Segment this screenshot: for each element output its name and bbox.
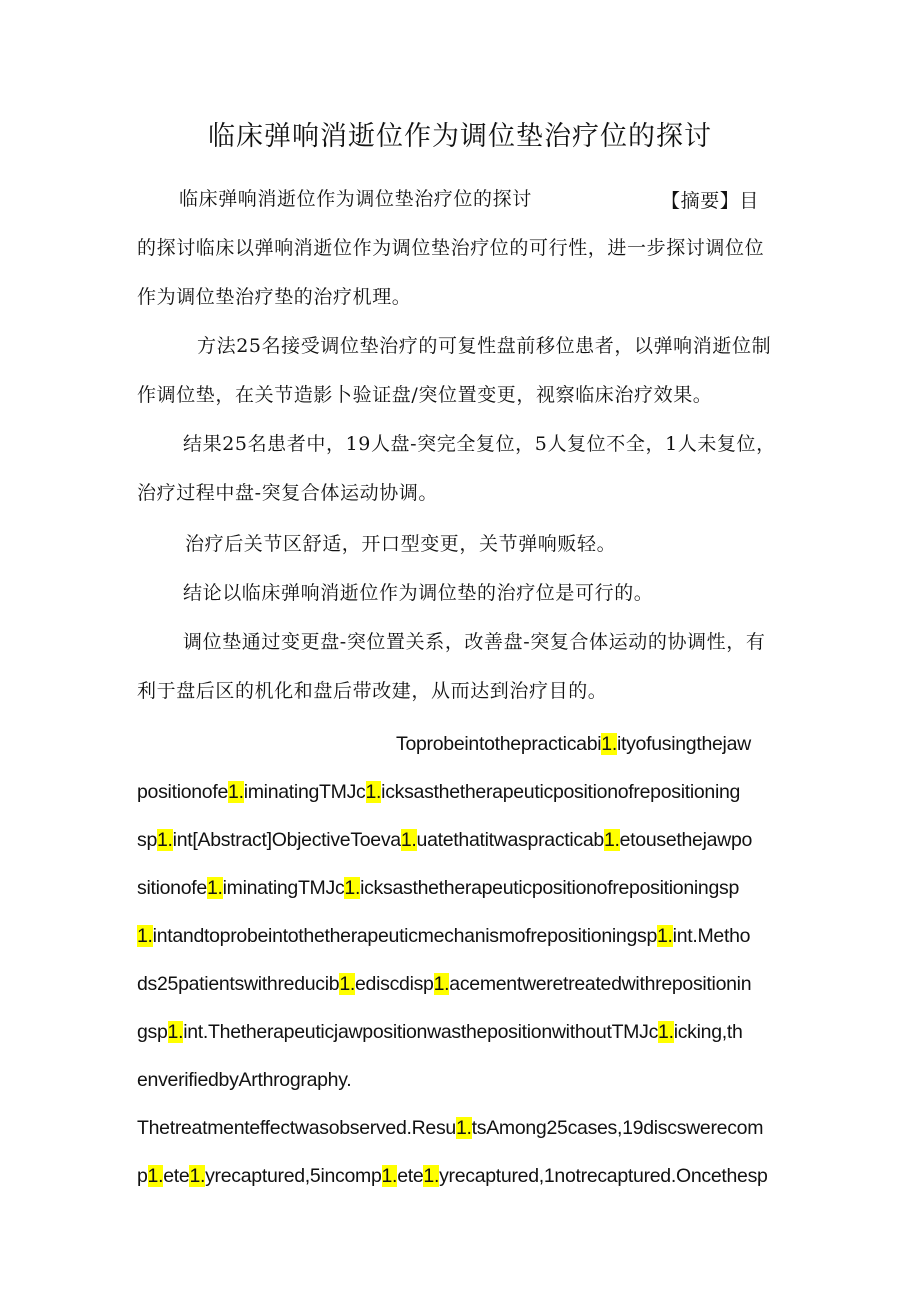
abstract-tag: 【摘要】目 [661,190,760,212]
highlight-mark: 1. [344,877,361,899]
en-abstract-line: gsp1.int.ThetherapeuticjawpositionwasthepositionwithoutTMJc1.icking,th [137,1021,743,1043]
cn-paragraph-line: 的探讨临床以弹响消逝位作为调位垫治疗位的可行性，进一步探讨调位位 [137,237,765,259]
cn-methods-line: 作调位垫，在关节造影卜验证盘/突位置变更，视察临床治疗效果。 [137,384,713,406]
highlight-mark: 1. [658,1021,674,1043]
highlight-mark: 1. [455,1117,472,1139]
highlight-mark: 1. [365,781,382,803]
highlight-mark: 1. [657,925,673,947]
cn-conclusion-line: 结论以临床弹响消逝位作为调位垫的治疗位是可行的。 [183,582,654,604]
cn-results-line: 结果25名患者中，19人盘-突完全复位，5人复位不全，1人未复位， [183,433,776,455]
highlight-mark: 1. [339,973,355,995]
highlight-mark: 1. [603,829,620,851]
highlight-mark: 1. [157,829,173,851]
highlight-mark: 1. [147,1165,164,1187]
cn-results-line: 治疗过程中盘-突复合体运动协调。 [137,482,439,504]
cn-results-line: 治疗后关节区舒适，开口型变更，关节弹响贩轻。 [185,533,617,555]
highlight-mark: 1. [423,1165,440,1187]
en-abstract-line: p1.ete1.yrecaptured,5incomp1.ete1.yrecaptured,1notrecaptured.Oncethesp [137,1165,768,1187]
en-abstract-line: Thetreatmenteffectwasobserved.Resu1.tsAmong25cases,19discswerecom [137,1117,764,1139]
highlight-mark: 1. [601,733,617,755]
document-title: 临床弹响消逝位作为调位垫治疗位的探讨 [208,121,712,152]
highlight-mark: 1. [167,1021,184,1043]
highlight-mark: 1. [433,973,450,995]
abstract-heading-line: 临床弹响消逝位作为调位垫治疗位的探讨 [179,188,532,210]
highlight-mark: 1. [137,925,153,947]
en-abstract-line: sitionofe1.iminatingTMJc1.icksasthetherapeuticpositionofrepositioningsp [137,877,739,899]
en-abstract-line: positionofe1.iminatingTMJc1.icksasthetherapeuticpositionofrepositioning [137,781,741,803]
highlight-mark: 1. [189,1165,206,1187]
cn-paragraph-line: 作为调位垫治疗垫的治疗机理。 [137,286,412,308]
highlight-mark: 1. [381,1165,398,1187]
cn-conclusion-line: 调位垫通过变更盘-突位置关系，改善盘-突复合体运动的协调性，有 [183,631,766,653]
highlight-mark: 1. [228,781,244,803]
en-abstract-line: enverifiedbyArthrography. [137,1069,352,1091]
highlight-mark: 1. [206,877,223,899]
cn-methods-line: 方法25名接受调位垫治疗的可复性盘前移位患者，以弹响消逝位制 [197,335,772,357]
en-abstract-line: Toprobeintothepracticabi1.ityofusingthejaw [396,733,751,755]
cn-conclusion-line: 利于盘后区的机化和盘后带改建，从而达到治疗目的。 [137,680,608,702]
highlight-mark: 1. [400,829,417,851]
en-abstract-line: sp1.int[Abstract]ObjectiveToeva1.uatethatitwaspracticab1.etousethejawpo [137,829,753,851]
en-abstract-line: 1.intandtoprobeintothetherapeuticmechanismofrepositioningsp1.int.Metho [137,925,751,947]
en-abstract-line: ds25patientswithreducib1.ediscdisp1.acementweretreatedwithrepositionin [137,973,752,995]
